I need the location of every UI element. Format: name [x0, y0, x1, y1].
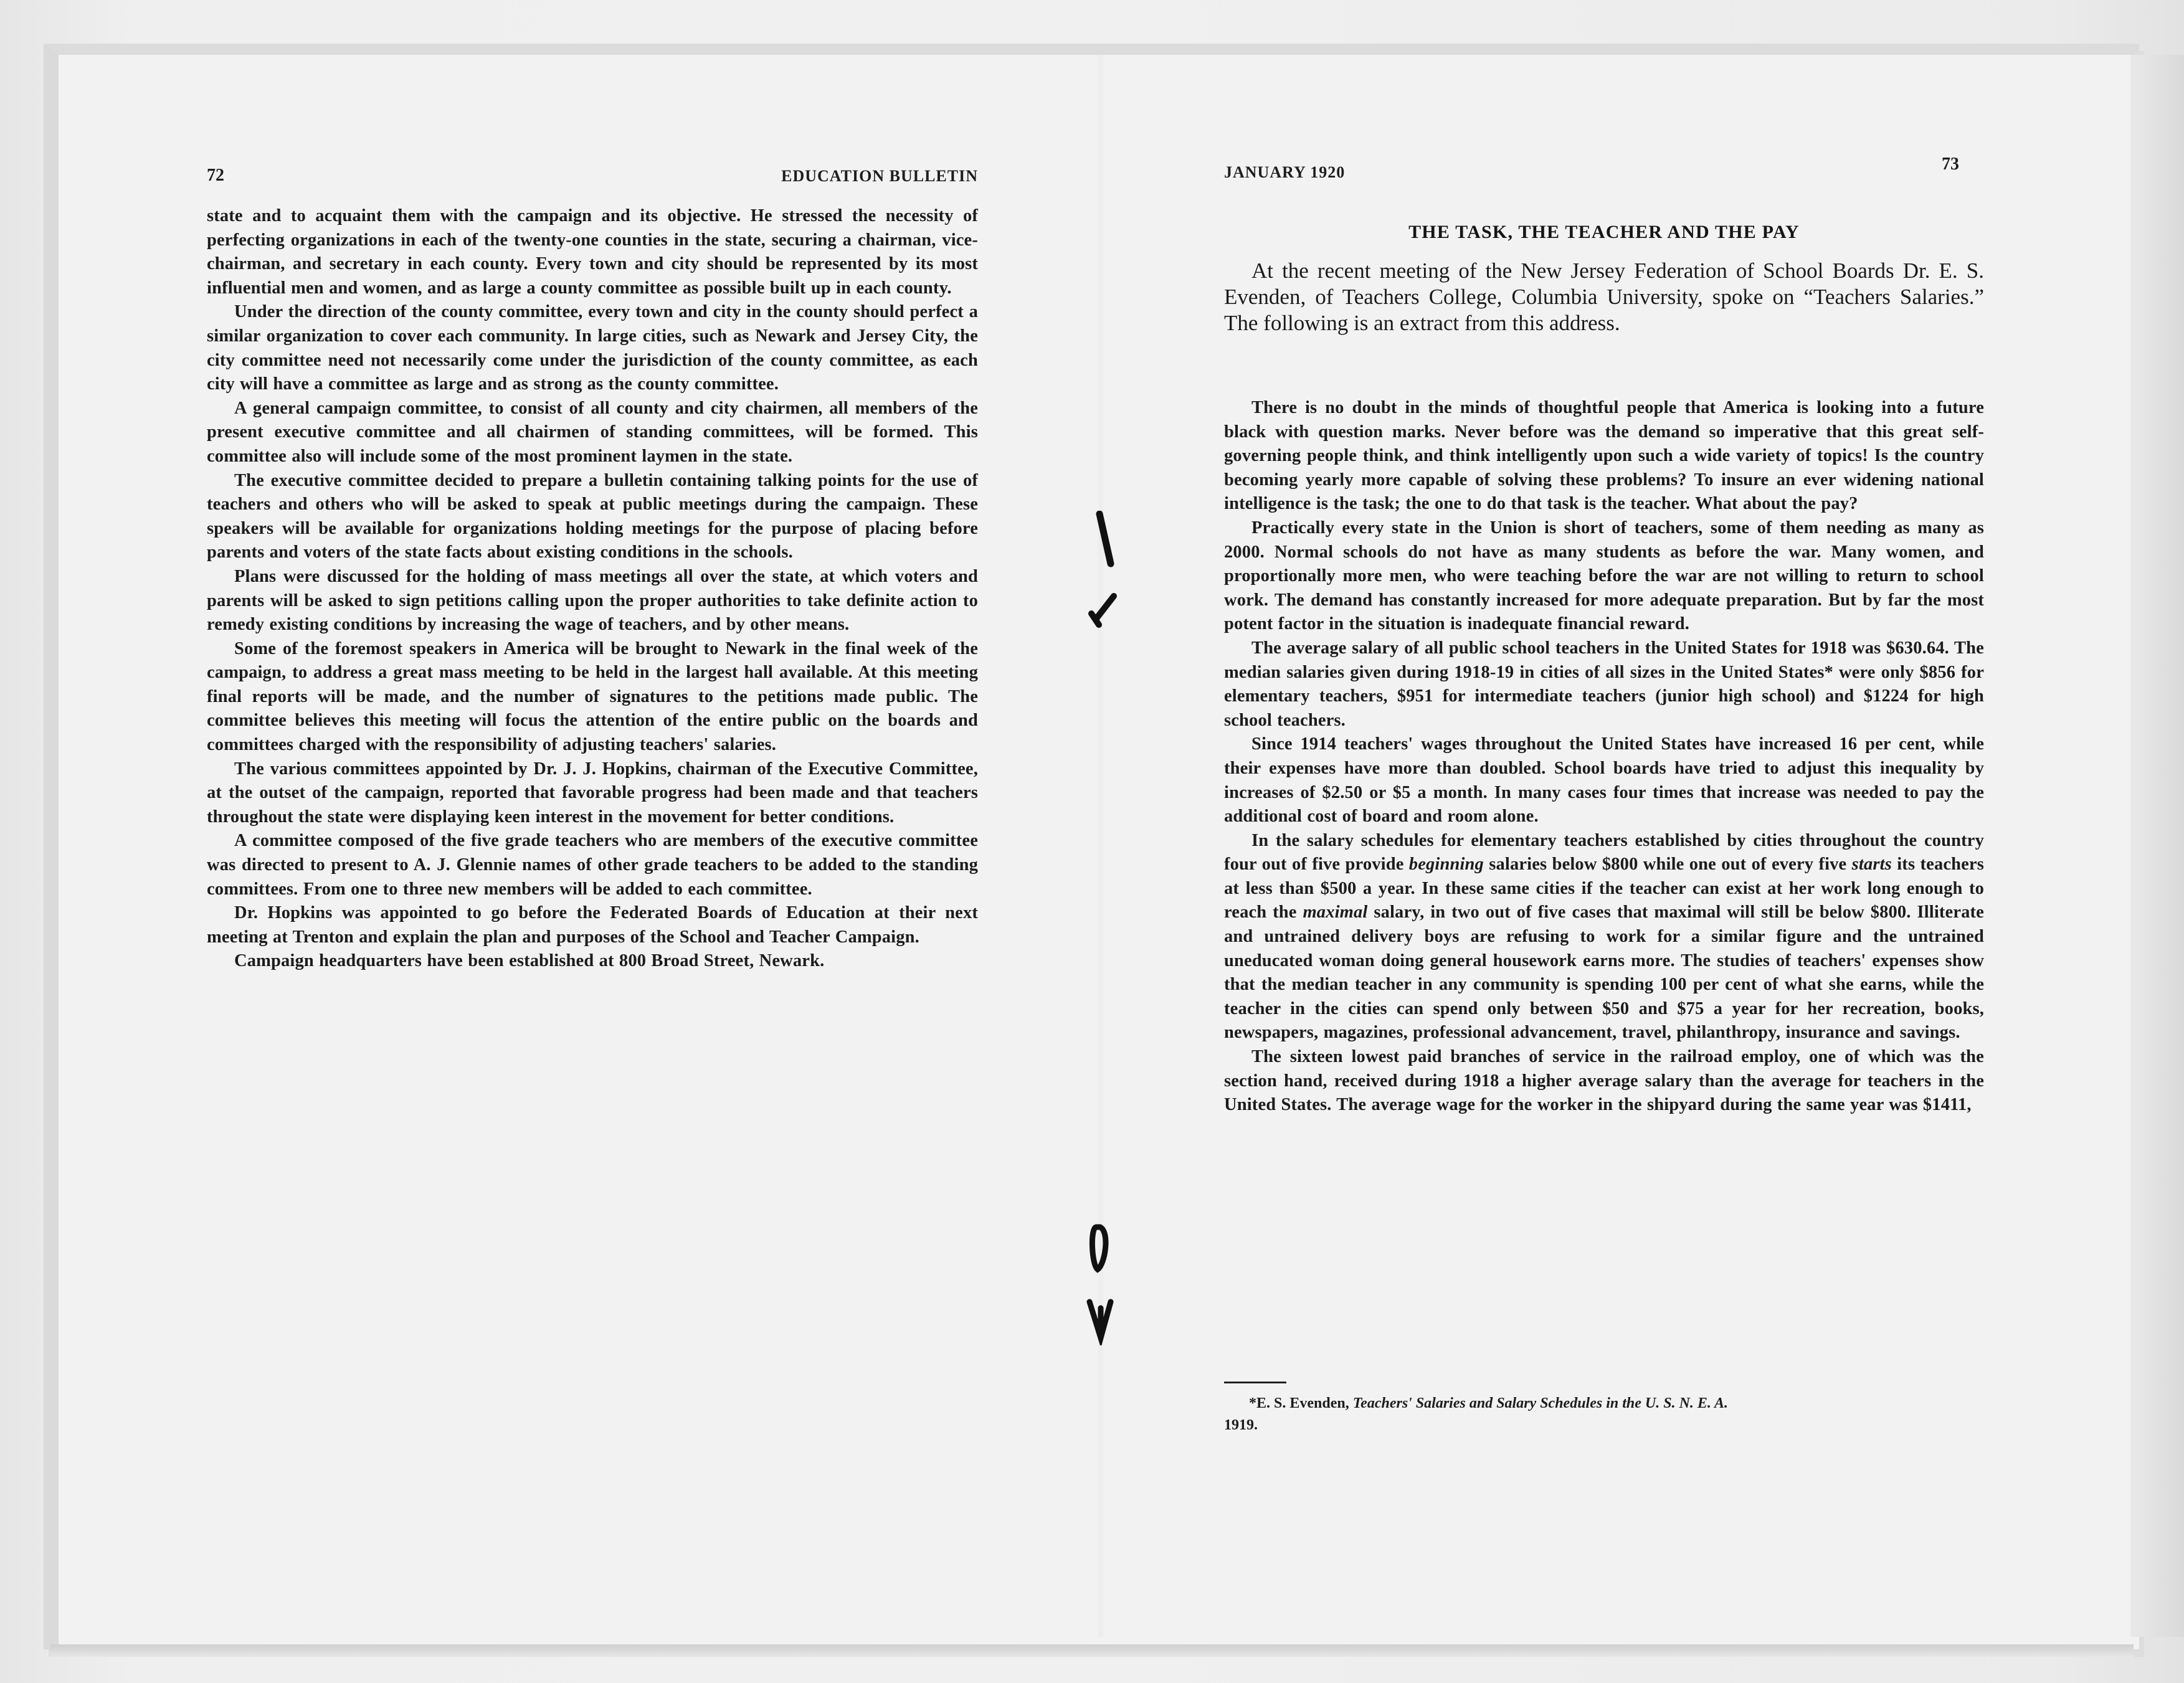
handwritten-loop-mark: [1084, 1221, 1121, 1277]
body-paragraph: Some of the foremost speakers in America will be brought to Newark in the final week of the campaign, to address a great mass meeting to be held in the largest hall available. At this meeting final reports will be made, and the number of signatures to the petitions made public. The committee believes this meeting will focus the attention of the entire public on the boards and committees charged with the responsibility of adjusting teachers' salaries.: [207, 638, 978, 755]
handwritten-checkmark-mark: [1084, 589, 1128, 632]
text-run: Since 1914 teachers' wages throughout the United States have increased 16 per cent, while their expenses have more than doubled. School boards have tried to adjust this inequality by increases of $2.50 or $5 a month. In many cases four times that increase was needed to pay the additional cost of board and room alone.: [1224, 734, 1984, 827]
text-run: In the salary schedules for elementary teachers established by cities throughout the country four out of five provide: [1224, 830, 1984, 875]
intro-paragraph: At the recent meeting of the New Jersey Federation of School Boards Dr. E. S. Evenden, of Teachers College, Columbia University, spoke on “Teachers Salaries.” The following is an extract from this address.: [1224, 258, 1984, 335]
text-run: The sixteen lowest paid branches of service in the railroad employ, one of which was the section hand, received during 1918 a higher average salary than the average for teachers in the United States. The average wage for the worker in the shipyard during the same year was $1411,: [1224, 1047, 1984, 1115]
left-page-body: [207, 204, 978, 974]
body-paragraph: [1224, 637, 1984, 732]
footnote-rule: [1224, 1382, 1286, 1383]
emphasized-text: starts: [1851, 855, 1892, 875]
body-paragraph: [1224, 732, 1984, 828]
body-paragraph: Dr. Hopkins was appointed to go before the Federated Boards of Education at their next meeting at Trenton and explain the plan and purposes of the School and Teacher Campaign.: [207, 903, 978, 947]
text-run: salary, in two out of five cases that maximal will still be below $800. Illiterate and untrained delivery boys are refusing to work for a similar figure and the untrained uneducated woman doing general housework earns more. The studies of teachers' expenses show that the median teacher in any community is spending 100 per cent of what she earns, while the teacher in the cities can spend only between $50 and $75 a year for her recreation, books, newspapers, magazines, professional advancement, travel, philanthropy, insurance and savings.: [1224, 903, 1984, 1043]
running-head: JANUARY 1920: [1224, 163, 1346, 181]
text-run: Practically every state in the Union is short of teachers, some of them needing as many as 2000. Normal schools do not have as many students as before the war. Many women, and proportionally more men, who were teaching before the war are not willing to return to school work. The demand has constantly increased for more adequate preparation. But by far the most potent factor in the situation is inadequate financial reward.: [1224, 518, 1984, 634]
emphasized-text: beginning: [1408, 855, 1484, 875]
body-paragraph: The various committees appointed by Dr. J. J. Hopkins, chairman of the Executive Committee, at the outset of the campaign, reported that favorable progress had been made and that teachers throughout the state were displaying keen interest in the movement for better conditions.: [207, 759, 978, 827]
text-run: salaries below $800 while one out of every five: [1483, 855, 1852, 875]
text-run: its teachers at less than $500 a year. In these same cities if the teacher can exist at her work long enough to reach the: [1224, 855, 1984, 922]
page-bottom-edge: [50, 1644, 2134, 1657]
body-paragraph: Under the direction of the county committee, every town and city in the county should perfect a similar organization to cover each community. In large cities, such as Newark and Jersey City, the city committee need not necessarily come under the jurisdiction of the county committee, as each city will have a committee as large and as strong as the county committee.: [207, 302, 978, 394]
article-title: THE TASK, THE TEACHER AND THE PAY: [1408, 222, 1800, 242]
body-paragraph: [1224, 396, 1984, 516]
running-head: EDUCATION BULLETIN: [781, 167, 978, 185]
body-paragraph: Campaign headquarters have been established at 800 Broad Street, Newark.: [234, 951, 825, 971]
footnote-author: E. S. Evenden,: [1256, 1395, 1353, 1411]
body-paragraph: Plans were discussed for the holding of mass meetings all over the state, at which voters and parents will be asked to sign petitions calling upon the proper authorities to take definite action to remedy existing conditions by increasing the wage of teachers, and by other means.: [207, 566, 978, 635]
emphasized-text: maximal: [1303, 903, 1368, 922]
right-page-body: [1224, 396, 1984, 1117]
text-run: There is no doubt in the minds of thoughtful people that America is looking into a future black with question marks. Never before was the demand so imperative that this great self-governing people think, and think intelligently upon such a wide variety of topics! Is the country becoming yearly more capable of solving these problems? To insure an ever widening national intelligence is the task; the one to do that task is the teacher. What about the pay?: [1224, 398, 1984, 514]
text-run: The average salary of all public school teachers in the United States for 1918 was $630.64. The median salaries given during 1918-19 in cities of all sizes in the United States* were only $856 for elementary teachers, $951 for intermediate teachers (junior high school) and $1224 for high school teachers.: [1224, 638, 1984, 730]
body-paragraph: [1224, 829, 1984, 1045]
body-paragraph: A general campaign committee, to consist of all county and city chairmen, all members of the present executive committee and all chairmen of standing committees, will be formed. This committee also will include some of the most prominent laymen in the state.: [207, 398, 978, 466]
body-paragraph: [1224, 1045, 1984, 1117]
footnote: [1224, 1393, 1984, 1436]
handwritten-v-mark: [1081, 1296, 1124, 1345]
body-paragraph: [1224, 516, 1984, 637]
footnote-title: Teachers' Salaries and Salary Schedules in the U. S. N. E. A.: [1352, 1395, 1729, 1411]
footnote-marker: *: [1249, 1395, 1256, 1411]
footnote-year: 1919.: [1224, 1417, 1258, 1433]
body-paragraph: The executive committee decided to prepare a bulletin containing talking points for the use of teachers and others who will be asked to speak at public meetings during the campaign. These speakers will be available for organizations holding meetings for the purpose of placing before parents and voters of the state facts about existing conditions in the schools.: [207, 470, 978, 562]
handwritten-backslash-mark: [1087, 511, 1124, 579]
body-paragraph: A committee composed of the five grade teachers who are members of the executive committee was directed to present to A. J. Glennie names of other grade teachers to be added to the standing committees. From one to three new members will be added to each committee.: [207, 831, 978, 899]
page-edge-shadow: [2130, 55, 2184, 1637]
page-number: 73: [1942, 154, 1959, 174]
book-gutter: [1096, 55, 1105, 1637]
article-intro: [1224, 258, 1984, 336]
page-number: 72: [207, 166, 224, 185]
body-paragraph: state and to acquaint them with the campaign and its objective. He stressed the necessity of perfecting organizations in each of the twenty-one counties in the state, securing a chairman, vice-chairman, and secretary in each county. Every town and city should be represented by its most influential men and women, and as large a county committee as possible built up in each county.: [207, 206, 978, 298]
